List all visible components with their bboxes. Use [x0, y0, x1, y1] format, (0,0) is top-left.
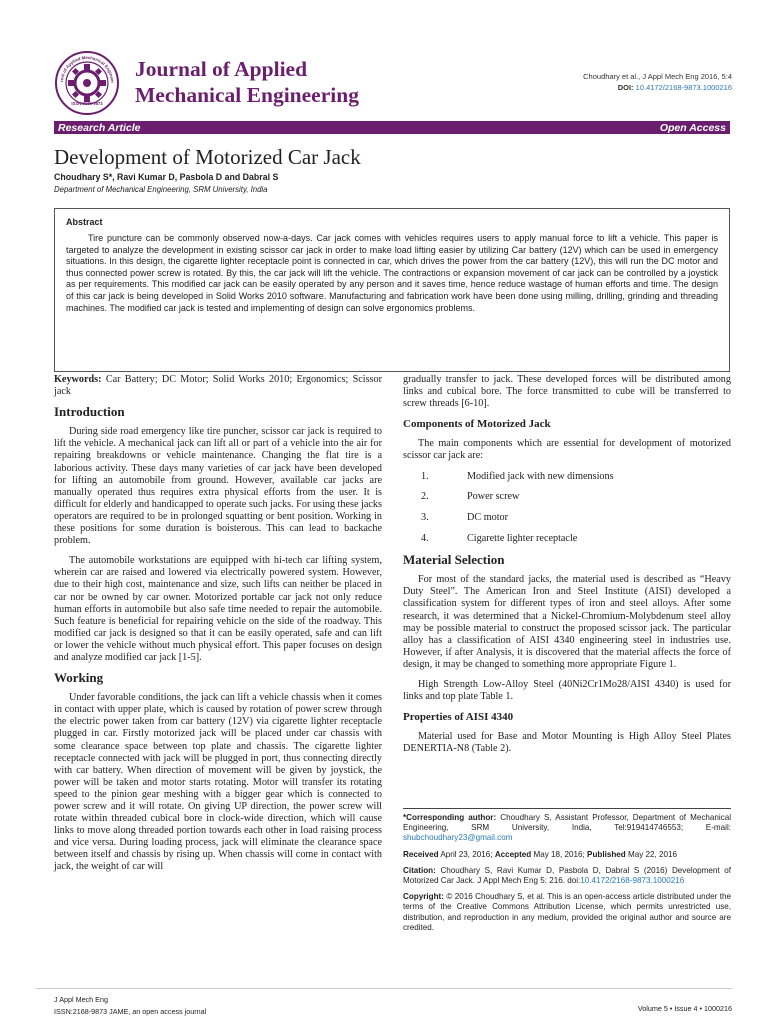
- article-dates: Received April 23, 2016; Accepted May 18, 2016; Published May 22, 2016: [403, 849, 678, 859]
- list-item: 2. Power screw: [421, 491, 520, 503]
- list-item: 4. Cigarette lighter receptacle: [421, 533, 578, 545]
- journal-title[interactable]: [135, 56, 359, 108]
- abstract-text: Tire puncture can be commonly observed now-a-days. Car jack comes with vehicles requires users to apply manual force to lift a vehicle. This paper is targeted to analyze the development in existing scissor car jack in order to make load lifting easier by utilizing Car battery (12V) which can be used in emergency situations. In this design, the cigarette lighter receptacle point is connected in car, which drives the power from the car battery (12V), this will run the DC motor and thus connected power screw is rotated. By this, the car jack will lift the vehicle. The contractions or expansion movement of car jack can be controlled by a joystick as per requirements. This modified car jack can be easily operated by any person and it saves time, hence reduce wastage of human efforts and time. The design of this car jack is being developed in Solid Works 2010 software. Manufacturing and fabrication work have been done using milling, drilling, grinding and threading machines. The modified car jack is tested and implementing of design can solve ergonomics problems.: [66, 233, 718, 313]
- keywords: [54, 374, 382, 398]
- footer-journal-abbrev: J Appl Mech Eng: [54, 995, 108, 1004]
- banner-research-article: Research Article: [58, 121, 141, 134]
- right-column: [403, 374, 731, 763]
- material-selection-heading: Material Selection: [403, 552, 505, 568]
- header-citation: Choudhary et al., J Appl Mech Eng 2016, 5:4: [583, 72, 732, 81]
- material-paragraph-2: High Strength Low-Alloy Steel (40Ni2Cr1Mo28/AISI 4340) is used for links and top plate Table 1.: [403, 678, 731, 703]
- doi-label: DOI:: [617, 83, 634, 92]
- material-paragraph-1: For most of the standard jacks, the material used is described as “Heavy Duty Steel”. The American Iron and Steel Institute (AISI) developed a classification system for different types of iron and steel alloys. After some research, it was determined that a Nickel-Chromium-Molybdenum steel alloy may be possible material to construct the proposed scissor jack. The particular alloy has a classification of AISI 4340 engineering steel in industries use. However, if after Analysis, it is discovered that the material affects the force of design, it may be changed to something more appropriate Figure 1.: [403, 574, 731, 670]
- footer-volume: Volume 5 • Issue 4 • 1000216: [637, 1004, 732, 1013]
- introduction-paragraph-1: During side road emergency like tire puncher, scissor car jack is required to lift the vehicle. A mechanical jack can lift all or part of a vehicle into the air for repairing breakdowns or vehicle maintenance. Changing the flat tire is a laborious activity. These days many varieties of car jack have been developed for lifting an automobile from ground. However, available car jacks are manually operated thus requires extra physical efforts from the user. It is difficult for elderly and handicapped to operate such jacks. For using these jacks operators are required to be in prolonged squatting or bent position. Working in these positions for some duration is boisterous. This can lead to backache problem.: [54, 426, 382, 547]
- citation-note: Citation: Choudhary S, Ravi Kumar D, Pasbola D, Dabral S (2016) Development of Motorized Car Jack. J Appl Mech Eng 5: 216. doi:10.4172/2168-9873.1000216: [403, 865, 731, 886]
- introduction-heading: Introduction: [54, 404, 125, 420]
- footer-divider: [36, 988, 732, 989]
- corresponding-author: *Corresponding author: Choudhary S, Assistant Professor, Department of Mechanical Engineering, SRM University, India, Tel:919414746553; E-mail: shubchoudhary23@gmail.com: [403, 813, 732, 843]
- introduction-paragraph-2: The automobile workstations are equipped with hi-tech car lifting system, wherein car are raised and lowered via electrically powered system. However, due to their high cost, maintenance and size, such lifts can neither be placed in car nor be owned by car owner. Motorized portable car jack not only reduce human efforts in automobile but also safe time needed to repair the automobile. Such feature is beneficial for repairing vehicle on the side of the roadway. This modified car jack is designed so that it can be easily operated, safe and can lift or lower the vehicle without much physical effort. This paper focuses on design and analyze modified car jack [1-5].: [54, 555, 382, 663]
- svg-text:Journal of Applied Mechanical: rnal of Applied Mechanical Engineer: [59, 54, 116, 84]
- components-heading: Components of Motorized Jack: [403, 418, 551, 431]
- logo-issn: ISSN:2168-9873: [71, 101, 103, 106]
- author-list: Choudhary S*, Ravi Kumar D, Pasbola D and Dabral S: [54, 172, 279, 182]
- components-intro: The main components which are essential for development of motorized scissor car jack are:: [403, 438, 731, 462]
- doi-link[interactable]: 10.4172/2168-9873.1000216: [635, 83, 732, 92]
- abstract-heading: Abstract: [66, 217, 103, 227]
- header-doi: [618, 83, 732, 92]
- author-email-link[interactable]: shubchoudhary23@gmail.com: [403, 833, 513, 843]
- properties-heading: Properties of AISI 4340: [403, 711, 514, 724]
- abstract-box: [54, 208, 730, 372]
- working-paragraph-1: Under favorable conditions, the jack can lift a vehicle chassis when it comes in contact with upper plate, which is caused by rotation of power screw through the electric power taken from car battery (12V) via cigarette lighter receptacle plugged in car. Firstly motorized jack will be placed under car chassis with some clearance space between top plate and chassis. The cigarette lighter receptacle connected with jack will be plugged in port, thus connecting directly with car battery. When direction of movement will be given by joystick, the power will be taken and motor starts rotating. Motor will transfer its rotating speed to the pinion gear meshing with a bigger gear which is connected to power screw and it will rotate. On giving UP direction, the power screw will rotate within threaded cubical bore in clock-wide direction, which will cause links to move along threaded portion towards each other in load raising process and vice versa. During loading process, jack will eliminate the clearance space between itself and chassis by rising up. When chassis will come in contact with jack, the weight of car will: [54, 692, 382, 873]
- keywords-text: Car Battery; DC Motor; Solid Works 2010; Ergonomics; Scissor jack: [54, 374, 383, 398]
- article-footnote: [403, 808, 731, 939]
- citation-doi-link[interactable]: 10.4172/2168-9873.1000216: [580, 876, 685, 886]
- copyright-note: Copyright: © 2016 Choudhary S, et al. This is an open-access article distributed under the terms of the Creative Commons Attribution License, which permits unrestricted use, distribution, and reproduction in any medium, provided the original author and source are credited.: [403, 892, 732, 932]
- keywords-label: Keywords:: [54, 374, 102, 385]
- left-column: [54, 374, 382, 882]
- journal-title-line1: Journal of Applied: [135, 57, 308, 81]
- journal-title-line2: Mechanical Engineering: [135, 83, 359, 107]
- journal-logo: [54, 50, 120, 116]
- components-list: [403, 471, 731, 546]
- working-heading: Working: [54, 670, 104, 686]
- article-title: Development of Motorized Car Jack: [54, 145, 361, 169]
- author-affiliation: Department of Mechanical Engineering, SRM University, India: [54, 185, 268, 194]
- footer-issn: ISSN:2168-9873 JAME, an open access journal: [54, 1007, 207, 1016]
- list-item: 1. Modified jack with new dimensions: [421, 470, 614, 482]
- list-item: 3. DC motor: [421, 512, 509, 524]
- article-type-banner: [54, 121, 730, 134]
- working-continued-paragraph: gradually transfer to jack. These developed forces will be distributed among links and cubical bore. The force transmitted to cube will be transferred to screw threads [6-10].: [403, 374, 731, 410]
- properties-paragraph: Material used for Base and Motor Mounting is High Alloy Steel Plates DENERTIA-N8 (Table 2).: [403, 731, 731, 755]
- banner-open-access: Open Access: [659, 121, 726, 134]
